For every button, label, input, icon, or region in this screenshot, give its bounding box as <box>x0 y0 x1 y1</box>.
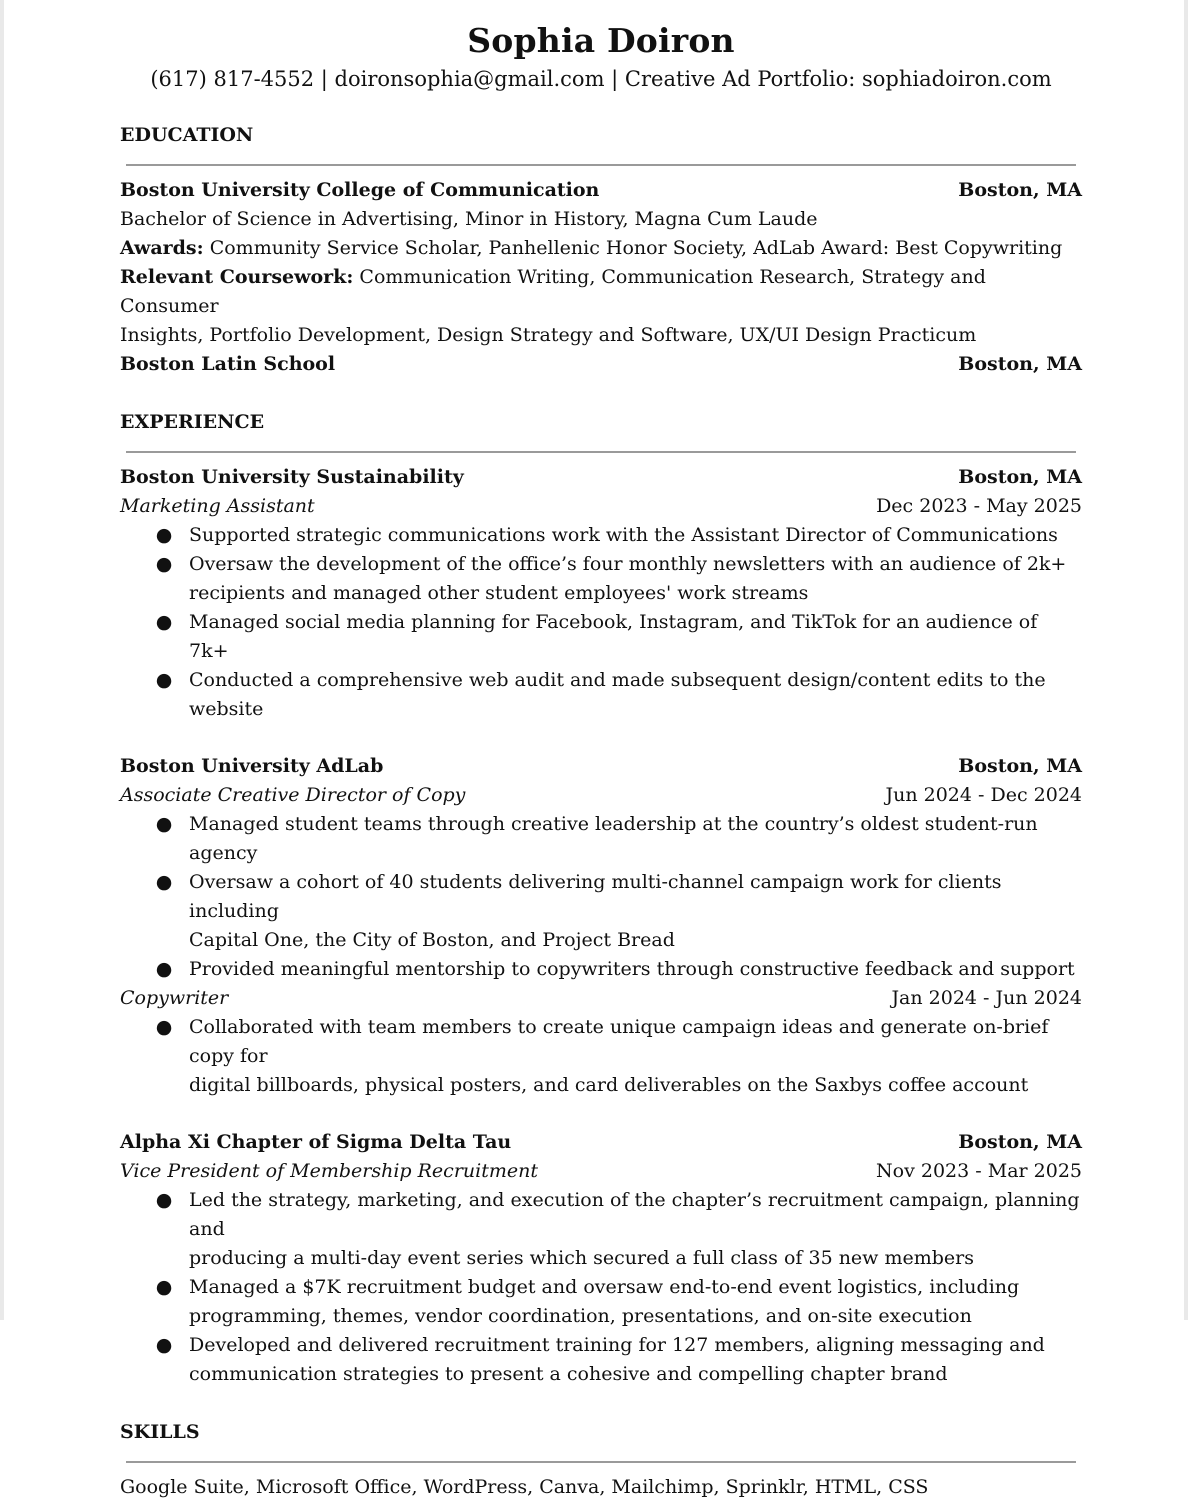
bullet-dot-icon: ● <box>155 1016 173 1038</box>
degree-line: Bachelor of Science in Advertising, Minor in History, Magna Cum Laude <box>120 208 818 230</box>
role-dates: Jun 2024 - Dec 2024 <box>885 784 1082 806</box>
bullet-dot-icon: ● <box>155 813 173 835</box>
organization-row <box>120 1128 1082 1157</box>
bullet-item <box>120 666 1082 724</box>
school-row <box>120 176 1082 205</box>
role-title: Marketing Assistant <box>120 495 315 517</box>
candidate-name: Sophia Doiron <box>467 21 735 60</box>
role-dates: Jan 2024 - Jun 2024 <box>891 987 1082 1009</box>
bullet-item <box>120 955 1082 984</box>
awards-label: Awards: <box>120 237 204 259</box>
experience-entry <box>120 1128 1082 1389</box>
education-section <box>120 121 1082 379</box>
bullet-text-line: Oversaw a cohort of 40 students delivering multi-channel campaign work for clients including <box>189 871 1002 922</box>
bullet-dot-icon: ● <box>155 1189 173 1211</box>
bullet-dot-icon: ● <box>155 958 173 980</box>
bullet-item <box>120 1331 1082 1389</box>
bullet-text-line: Capital One, the City of Boston, and Project Bread <box>189 929 675 951</box>
bullet-text-line: Collaborated with team members to create unique campaign ideas and generate on-brief copy for <box>189 1016 1049 1067</box>
organization-row <box>120 463 1082 492</box>
bullet-dot-icon: ● <box>155 611 173 633</box>
role-row <box>120 984 1082 1013</box>
bullet-item <box>120 1186 1082 1273</box>
bullet-dot-icon: ● <box>155 669 173 691</box>
bullet-text-line: Managed a $7K recruitment budget and oversaw end-to-end event logistics, including <box>189 1276 1020 1298</box>
education-heading: EDUCATION <box>120 124 254 146</box>
role-row <box>120 492 1082 521</box>
organization-row <box>120 752 1082 781</box>
role-title: Vice President of Membership Recruitment <box>120 1160 538 1182</box>
bullet-text-line: communication strategies to present a cohesive and compelling chapter brand <box>189 1363 948 1385</box>
bullet-item <box>120 1273 1082 1331</box>
school-location: Boston, MA <box>958 353 1082 375</box>
school-row <box>120 350 1082 379</box>
bullet-text-line: Managed social media planning for Facebook, Instagram, and TikTok for an audience of 7k+ <box>189 611 1038 662</box>
experience-section <box>120 408 1082 1389</box>
bullet-list <box>120 1186 1082 1389</box>
organization-location: Boston, MA <box>958 755 1082 777</box>
contact-line: (617) 817-4552 | doironsophia@gmail.com | Creative Ad Portfolio: sophiadoiron.com <box>150 67 1052 91</box>
bullet-text-line: Conducted a comprehensive web audit and made subsequent design/content edits to the website <box>189 669 1046 720</box>
bullet-text-line: Supported strategic communications work with the Assistant Director of Communications <box>189 524 1058 546</box>
role-title: Associate Creative Director of Copy <box>120 784 466 806</box>
bullet-item <box>120 521 1082 550</box>
skills-section <box>120 1418 1082 1502</box>
bullet-text-line: Managed student teams through creative leadership at the country’s oldest student-run agency <box>189 813 1038 864</box>
role-row <box>120 781 1082 810</box>
skills-heading: SKILLS <box>120 1421 200 1443</box>
school-name: Boston University College of Communication <box>120 179 600 201</box>
role-row <box>120 1157 1082 1186</box>
experience-entries <box>120 463 1082 1389</box>
bullet-dot-icon: ● <box>155 1334 173 1356</box>
coursework-label: Relevant Coursework: <box>120 266 354 288</box>
organization-name: Alpha Xi Chapter of Sigma Delta Tau <box>120 1131 512 1153</box>
experience-heading: EXPERIENCE <box>120 411 265 433</box>
bullet-text-line: Led the strategy, marketing, and execution of the chapter’s recruitment campaign, planning and <box>189 1189 1080 1240</box>
organization-location: Boston, MA <box>958 1131 1082 1153</box>
experience-entry <box>120 463 1082 724</box>
bullet-text-line: digital billboards, physical posters, and card deliverables on the Saxbys coffee account <box>189 1074 1029 1096</box>
organization-location: Boston, MA <box>958 466 1082 488</box>
resume-content <box>120 18 1082 1502</box>
bullet-dot-icon: ● <box>155 524 173 546</box>
role-dates: Dec 2023 - May 2025 <box>876 495 1082 517</box>
coursework-line <box>120 263 1082 321</box>
bullet-text-line: recipients and managed other student employees' work streams <box>189 582 809 604</box>
bullet-dot-icon: ● <box>155 871 173 893</box>
bullet-dot-icon: ● <box>155 553 173 575</box>
experience-entry <box>120 752 1082 1100</box>
bullet-text-line: Provided meaningful mentorship to copywriters through constructive feedback and support <box>189 958 1075 980</box>
bullet-item <box>120 550 1082 608</box>
bullet-list <box>120 521 1082 724</box>
bullet-text-line: Developed and delivered recruitment training for 127 members, aligning messaging and <box>189 1334 1045 1356</box>
bullet-item <box>120 1013 1082 1100</box>
organization-name: Boston University AdLab <box>120 755 384 777</box>
coursework-text: Communication Writing, Communication Research, Strategy and Consumer <box>120 266 986 317</box>
bullet-text-line: programming, themes, vendor coordination, presentations, and on-site execution <box>189 1305 972 1327</box>
bullet-list <box>120 1013 1082 1100</box>
bullet-list <box>120 810 1082 984</box>
awards-text: Community Service Scholar, Panhellenic Honor Society, AdLab Award: Best Copywriting <box>203 237 1063 259</box>
bullet-text-line: Oversaw the development of the office’s four monthly newsletters with an audience of 2k+ <box>189 553 1067 575</box>
bullet-item <box>120 608 1082 666</box>
organization-name: Boston University Sustainability <box>120 466 464 488</box>
skills-list: Google Suite, Microsoft Office, WordPress, Canva, Mailchimp, Sprinklr, HTML, CSS <box>120 1476 929 1498</box>
bullet-text-line: producing a multi-day event series which secured a full class of 35 new members <box>189 1247 974 1269</box>
school-name: Boston Latin School <box>120 353 336 375</box>
bullet-item <box>120 868 1082 955</box>
school-location: Boston, MA <box>958 179 1082 201</box>
role-dates: Nov 2023 - Mar 2025 <box>876 1160 1082 1182</box>
role-title: Copywriter <box>120 987 229 1009</box>
bullet-dot-icon: ● <box>155 1276 173 1298</box>
bullet-item <box>120 810 1082 868</box>
coursework-line-continued: Insights, Portfolio Development, Design Strategy and Software, UX/UI Design Practicum <box>120 324 977 346</box>
awards-line <box>120 234 1082 263</box>
